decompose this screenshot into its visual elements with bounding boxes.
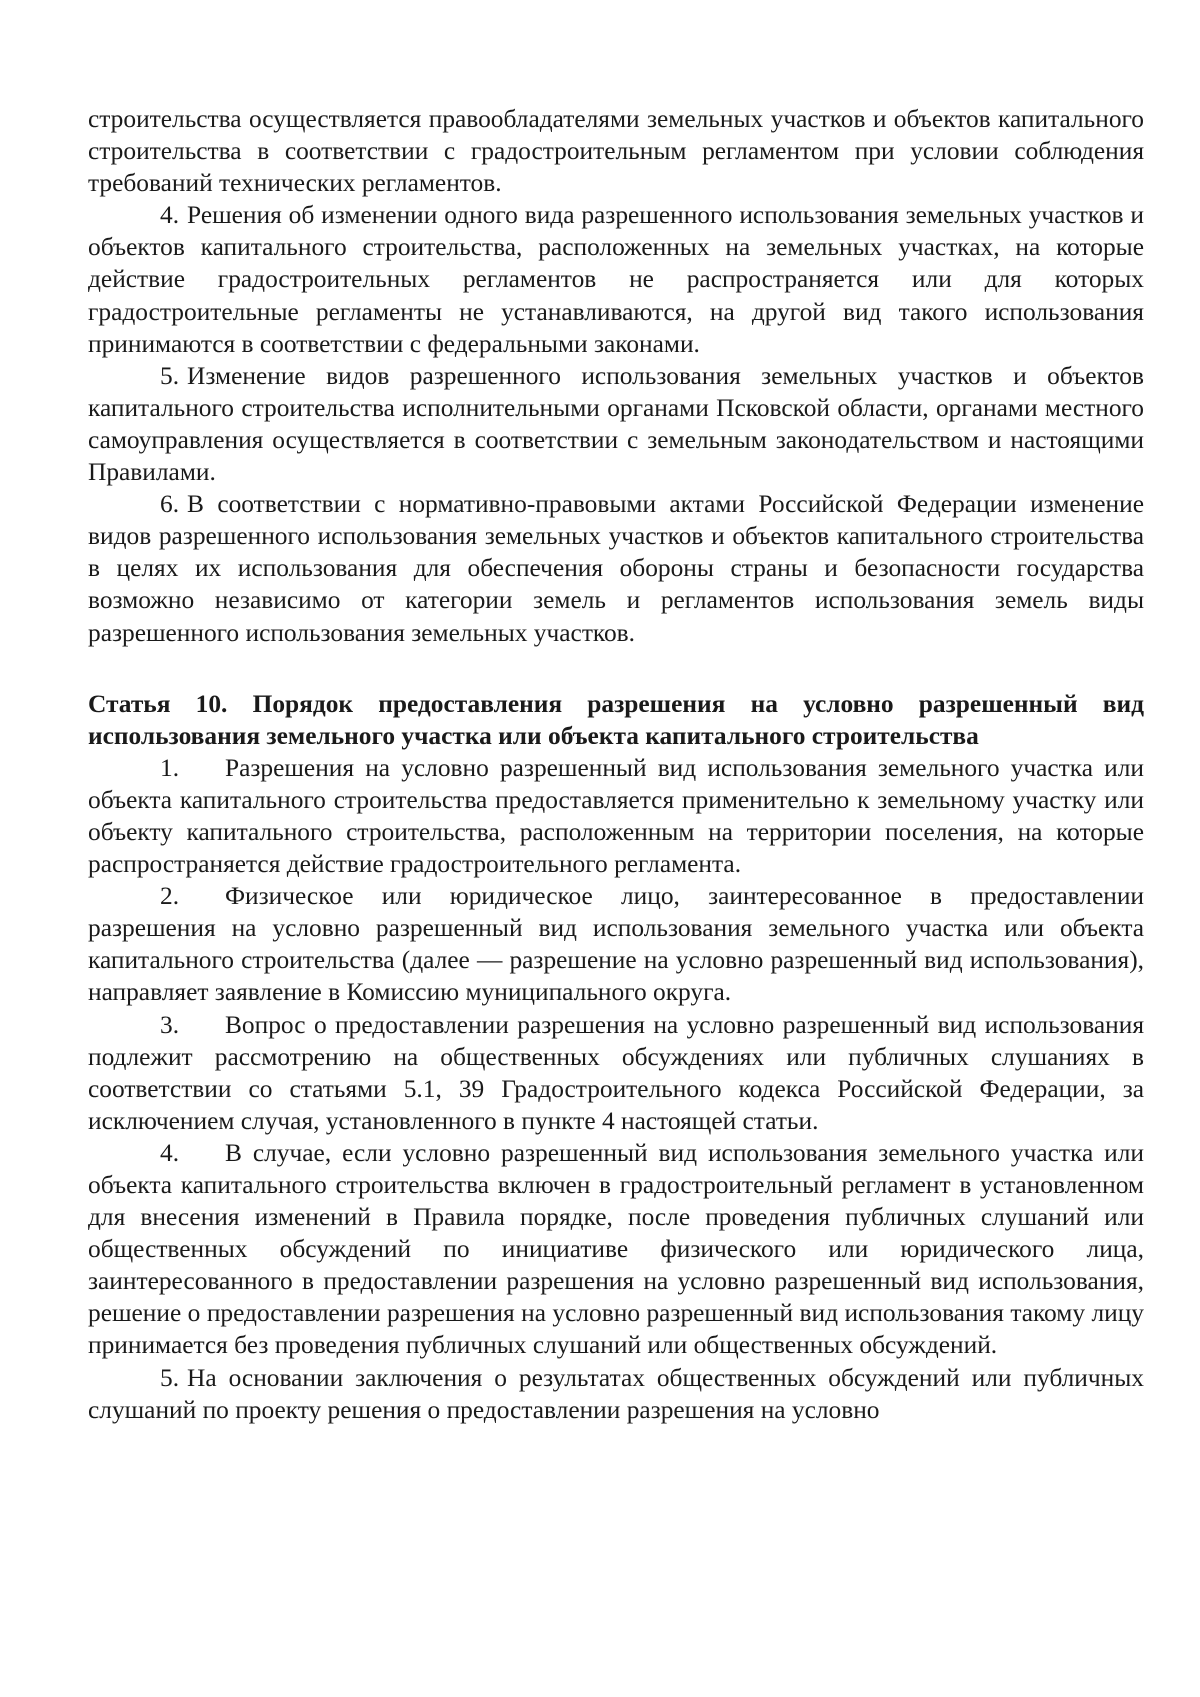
paragraph-item-4 — [88, 199, 1144, 359]
item-number: 4. — [160, 1138, 180, 1167]
document-page — [88, 103, 1144, 1426]
paragraph-item-5 — [88, 360, 1144, 488]
item-number: 5. — [160, 1363, 180, 1392]
item-text: Вопрос о предоставлении разрешения на условно разрешенный вид использования подлежит рассмотрению на общественных обсуждениях или публичных слушаниях в соответствии со статьями 5.1, 39 Градостроительного кодекса Российской Федерации, за исключением случая, установленного в пункте 4 настоящей статьи. — [88, 1010, 1144, 1135]
article-item-4 — [88, 1137, 1144, 1362]
article-item-1 — [88, 752, 1144, 880]
article-item-3 — [88, 1009, 1144, 1137]
item-number: 6. — [160, 490, 180, 519]
item-text: Решения об изменении одного вида разрешенного использования земельных участков и объектов капитального строительства, расположенных на земельных участках, на которые действие градостроительных регламентов не распространяется или для которых градостроительные регламенты не устанавливаются, на другой вид такого использования принимаются в соответствии с федеральными законами. — [88, 201, 1144, 358]
item-number: 1. — [160, 753, 180, 782]
item-text: В соответствии с нормативно-правовыми актами Российской Федерации изменение видов разрешенного использования земельных участков и объектов капитального строительства в целях их использования для обеспечения обороны страны и безопасности государства возможно независимо от категории земель и регламентов использования земель виды разрешенного использования земельных участков. — [88, 490, 1144, 647]
item-number: 3. — [160, 1010, 180, 1039]
item-text: В случае, если условно разрешенный вид использования земельного участка или объекта капитального строительства включен в градостроительный регламент в установленном для внесения изменений в Правила порядке, после проведения публичных слушаний или общественных обсуждений по инициативе физического или юридического лица, заинтересованного в предоставлении разрешения на условно разрешенный вид использования, решение о предоставлении разрешения на условно разрешенный вид использования такому лицу принимается без проведения публичных слушаний или общественных обсуждений. — [88, 1138, 1144, 1360]
continuation-paragraph: строительства осуществляется правообладателями земельных участков и объектов капитального строительства в соответствии с градостроительным регламентом при условии соблюдения требований технических регламентов. — [88, 105, 1144, 198]
article-item-5 — [88, 1362, 1144, 1426]
item-number: 2. — [160, 882, 180, 911]
item-number: 5. — [160, 361, 180, 390]
paragraph-item-6 — [88, 488, 1144, 648]
item-text: Физическое или юридическое лицо, заинтересованное в предоставлении разрешения на условно разрешенный вид использования земельного участка или объекта капитального строительства (далее — разрешение на условно разрешенный вид использования), направляет заявление в Комиссию муниципального округа. — [88, 882, 1144, 1007]
item-text: На основании заключения о результатах общественных обсуждений или публичных слушаний по проекту решения о предоставлении разрешения на условно — [88, 1363, 1144, 1424]
item-text: Разрешения на условно разрешенный вид использования земельного участка или объекта капитального строительства предоставляется применительно к земельному участку или объекту капитального строительства, расположенным на территории поселения, на которые распространяется действие градостроительного регламента. — [88, 753, 1144, 879]
item-number: 4. — [160, 201, 180, 230]
article-heading: Статья 10. Порядок предоставления разрешения на условно разрешенный вид использования земельного участка или объекта капитального строительства — [88, 689, 1144, 750]
item-text: Изменение видов разрешенного использования земельных участков и объектов капитального строительства исполнительными органами Псковской области, органами местного самоуправления осуществляется в соответствии с земельным законодательством и настоящими Правилами. — [88, 361, 1144, 487]
article-item-2 — [88, 880, 1144, 1008]
